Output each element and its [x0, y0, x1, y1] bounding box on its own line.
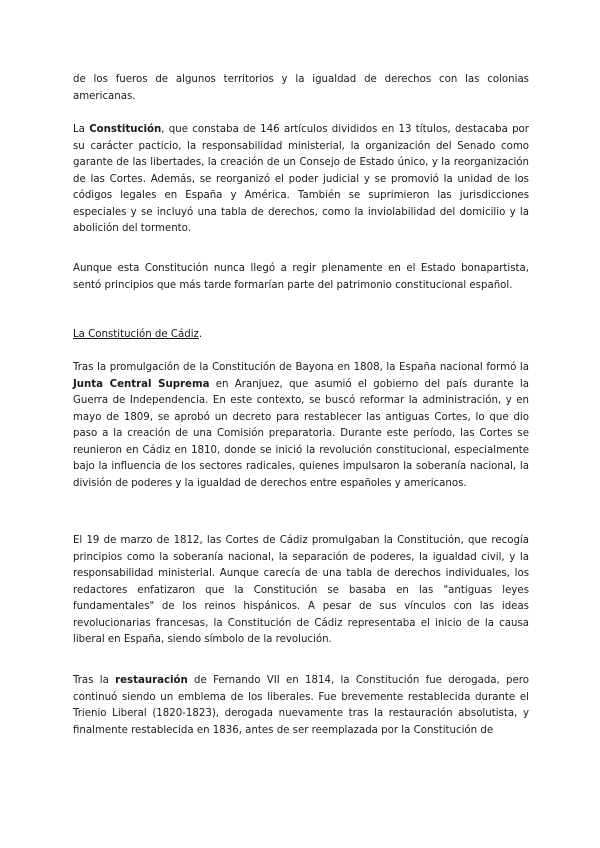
paragraph-junta-central	[73, 360, 529, 492]
paragraph-constitucion-bayona	[73, 122, 529, 238]
paragraph-text: en Aranjuez, que asumió el gobierno del país durante la Guerra de Independencia. En este contexto, se buscó reformar la administración, y en mayo de 1809, se aprobó un decreto para restablecer las antiguas Cortes, lo que dio paso a la creación de una Comisión preparatoria. Durante este período, las Cortes se reunieron en Cádiz en 1810, donde se inició la revolución constitucional, especialmente bajo la influencia de los sectores radicales, quienes impulsaron la soberanía nacional, la división de poderes y la igualdad de derechos entre españoles y americanos.	[73, 378, 529, 489]
paragraph-text: de los fueros de algunos territorios y la igualdad de derechos con las colonias americanas.	[73, 74, 529, 102]
paragraph-cortes-cadiz	[73, 533, 529, 649]
bold-term-junta-central: Junta Central Suprema	[73, 378, 210, 390]
paragraph-text: Tras la	[73, 675, 116, 686]
heading-text: La Constitución de Cádiz	[73, 329, 199, 340]
bold-term-restauracion: restauración	[115, 675, 188, 686]
paragraph-text: Tras la promulgación de la Constitución de Bayona en 1808, la España nacional formó la	[73, 362, 529, 373]
heading-period: .	[198, 329, 203, 340]
paragraph-text: Aunque esta Constitución nunca llegó a regir plenamente en el Estado bonapartista, sentó principios que más tarde formarían parte del patrimonio constitucional español.	[73, 263, 529, 291]
paragraph-text: , que constaba de 146 artículos divididos en 13 títulos, destacaba por su carácter pacticio, la responsabilidad ministerial, la organización del Senado como garante de las libertades, la creación de un Consejo de Estado único, y la reorganización de las Cortes. Además, se reorganizó el poder judicial y se promovió la unidad de los códigos legales en España y América. También se suprimieron las jurisdicciones especiales y se incluyó una tabla de derechos, como la inviolabilidad del domicilio y la abolición del tormento.	[73, 124, 529, 234]
paragraph-restauracion	[73, 673, 529, 739]
paragraph-text: El 19 de marzo de 1812, las Cortes de Cádiz promulgaban la Constitución, que recogía principios como la soberanía nacional, la separación de poderes, la igualdad civil, y la responsabilidad ministerial. Aunque carecía de una tabla de derechos individuales, los redactores enfatizaron que la Constitución se basaba en las "antiguas leyes fundamentales" de los reinos hispánicos. A pesar de sus vínculos con las ideas revolucionarias francesas, la Constitución de Cádiz representaba el inicio de la causa liberal en España, siendo símbolo de la revolución.	[73, 535, 529, 645]
paragraph-text: de Fernando VII en 1814, la Constitución fue derogada, pero continuó siendo un emblema de los liberales. Fue brevemente restablecida durante el Trienio Liberal (1820-1823), derogada nuevamente tras la restauración absolutista, y finalmente restablecida en 1836, antes de ser reemplazada por la Constitución de	[73, 675, 529, 736]
paragraph-estado-bonapartista	[73, 261, 529, 294]
paragraph-text: La	[73, 124, 90, 135]
bold-term-constitucion: Constitución	[89, 124, 162, 135]
paragraph-fueros	[73, 72, 529, 105]
section-heading	[73, 327, 202, 344]
